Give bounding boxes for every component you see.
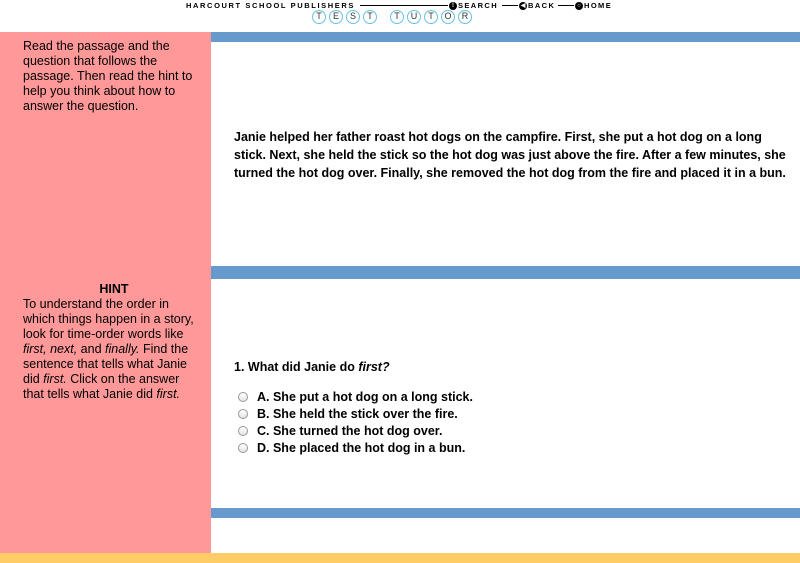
choice-label: D. She placed the hot dog in a bun. bbox=[257, 440, 466, 455]
logo-letter: T bbox=[424, 10, 438, 24]
answer-choice-a[interactable] bbox=[238, 388, 473, 405]
back-label: BACK bbox=[528, 1, 556, 10]
home-label: HOME bbox=[584, 1, 613, 10]
radio-button[interactable] bbox=[238, 426, 248, 436]
logo-letter: O bbox=[441, 10, 455, 24]
hint-text: To understand the order in which things happen in a story, look for time-order words like first, next, and finally. Find the sentence that tells what Janie did first. Click on the answer that tells what Janie did first. bbox=[23, 297, 194, 401]
choice-label: A. She put a hot dog on a long stick. bbox=[257, 389, 473, 404]
home-button[interactable] bbox=[575, 0, 612, 11]
passage-text: Janie helped her father roast hot dogs on the campfire. First, she put a hot dog on a long stick. Next, she held the stick so the hot dog was just above the fire. After a few minutes, she turned the hot dog over. Finally, she removed the hot dog from the fire and placed it in a bun. bbox=[234, 130, 786, 180]
radio-button[interactable] bbox=[238, 392, 248, 402]
home-icon: ○ bbox=[575, 2, 583, 10]
footer-bar bbox=[0, 553, 800, 563]
question-text: 1. What did Janie do first? bbox=[234, 360, 390, 374]
question-top-bar bbox=[211, 266, 800, 279]
radio-button[interactable] bbox=[238, 443, 248, 453]
instructions-text: Read the passage and the question that follows the passage. Then read the hint to help you think about how to answer the question. bbox=[23, 39, 193, 113]
back-button[interactable] bbox=[519, 0, 555, 11]
test-tutor-logo bbox=[312, 10, 475, 24]
logo-letter: S bbox=[346, 10, 360, 24]
choice-label: B. She held the stick over the fire. bbox=[257, 406, 458, 421]
logo-letter: T bbox=[390, 10, 404, 24]
radio-button[interactable] bbox=[238, 409, 248, 419]
answer-choice-b[interactable] bbox=[238, 405, 473, 422]
answer-choice-d[interactable] bbox=[238, 439, 473, 456]
header bbox=[0, 0, 800, 32]
hint-title: HINT bbox=[99, 282, 129, 296]
question-bottom-bar bbox=[211, 508, 800, 518]
logo-letter: U bbox=[407, 10, 421, 24]
publisher-name: HARCOURT SCHOOL PUBLISHERS bbox=[186, 1, 355, 10]
logo-letter: T bbox=[363, 10, 377, 24]
answer-choice-c[interactable] bbox=[238, 422, 473, 439]
logo-letter: E bbox=[329, 10, 343, 24]
left-panel bbox=[0, 32, 211, 553]
back-arrow-icon: ◀ bbox=[520, 2, 526, 9]
header-divider-line bbox=[360, 5, 448, 6]
logo-letter: T bbox=[312, 10, 326, 24]
logo-letter: R bbox=[458, 10, 472, 24]
choice-label: C. She turned the hot dog over. bbox=[257, 423, 443, 438]
passage-top-bar bbox=[211, 32, 800, 42]
search-label: SEARCH bbox=[458, 1, 499, 10]
nav-divider-line bbox=[502, 5, 518, 6]
search-icon: ! bbox=[449, 2, 457, 10]
answer-choices bbox=[238, 388, 473, 456]
nav-divider-line bbox=[558, 5, 574, 6]
